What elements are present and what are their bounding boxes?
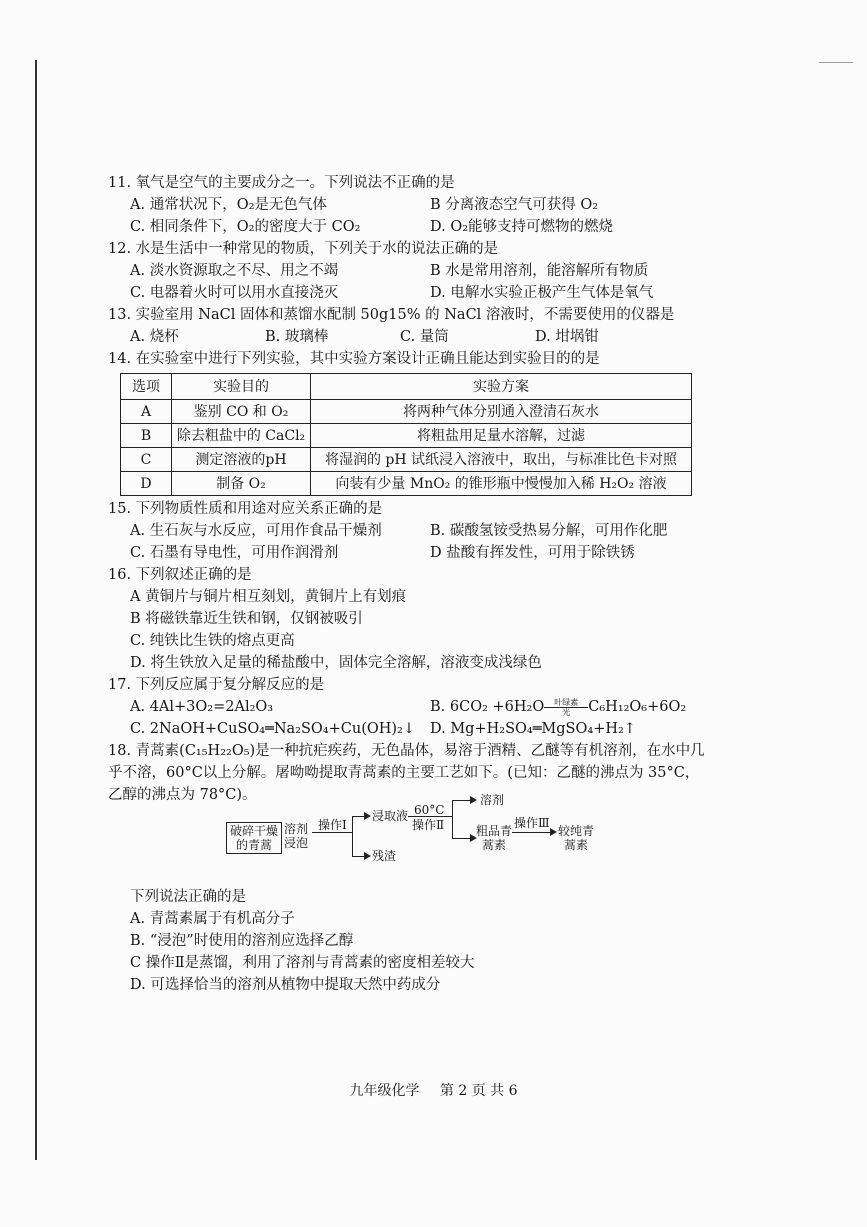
option-c: C. 石墨有导电性，可用作润滑剂 bbox=[130, 545, 339, 561]
table-row bbox=[121, 400, 692, 424]
option-d: D. Mg+H₂SO₄═MgSO₄+H₂↑ bbox=[430, 721, 636, 737]
page-number: 第 2 页 共 6 bbox=[439, 1083, 518, 1099]
table-cell: C bbox=[121, 448, 172, 472]
table-cell: 将湿润的 pH 试纸浸入溶液中，取出，与标准比色卡对照 bbox=[311, 448, 692, 472]
arrow-head-icon bbox=[550, 828, 557, 836]
scan-edge-line bbox=[35, 60, 37, 1160]
option-c: C. 量筒 bbox=[400, 329, 449, 345]
option-c: C. 纯铁比生铁的熔点更高 bbox=[130, 633, 295, 649]
table-row bbox=[121, 424, 692, 448]
raw-material-box: 破碎干燥的青蒿 bbox=[226, 822, 282, 854]
option-a: A. 青蒿素属于有机高分子 bbox=[130, 911, 295, 927]
question-12 bbox=[108, 238, 708, 304]
option-b: B. “浸泡”时使用的溶剂应选择乙醇 bbox=[130, 933, 354, 949]
option-c: C. 2NaOH+CuSO₄═Na₂SO₄+Cu(OH)₂↓ bbox=[130, 721, 416, 737]
pure-product-label: 较纯青蒿素 bbox=[558, 824, 595, 852]
option-d: D. 将生铁放入足量的稀盐酸中，固体完全溶解，溶液变成浅绿色 bbox=[130, 655, 542, 671]
arrow-head-icon bbox=[364, 852, 371, 860]
subject-label: 九年级化学 bbox=[349, 1083, 420, 1099]
flow-branch-line bbox=[352, 816, 353, 856]
exam-page bbox=[108, 172, 708, 996]
condition-bottom: 光 bbox=[562, 707, 571, 717]
option-d: D. O₂能够支持可燃物的燃烧 bbox=[430, 219, 614, 235]
table-header: 选项 bbox=[121, 374, 172, 400]
condition-top: 叶绿素 bbox=[554, 697, 579, 707]
crude-product-label: 粗品青蒿素 bbox=[476, 824, 513, 852]
question-stem: 11. 氧气是空气的主要成分之一。下列说法不正确的是 bbox=[108, 175, 455, 191]
option-d: D. 电解水实验正极产生气体是氧气 bbox=[430, 285, 654, 301]
extract-label: 浸取液 bbox=[372, 809, 409, 823]
option-a: A. 4Al+3O₂=2Al₂O₃ bbox=[130, 699, 274, 715]
temperature-label: 60°C bbox=[414, 803, 445, 817]
operation-1-label: 操作I bbox=[318, 818, 347, 832]
residue-label: 残渣 bbox=[372, 849, 397, 863]
arrow-head-icon bbox=[470, 796, 477, 804]
table-cell: 鉴别 CO 和 O₂ bbox=[172, 400, 311, 424]
flow-line bbox=[312, 832, 352, 833]
option-a: A 黄铜片与铜片相互刻划，黄铜片上有划痕 bbox=[130, 589, 407, 605]
option-c: C. 相同条件下，O₂的密度大于 CO₂ bbox=[130, 219, 361, 235]
experiment-table bbox=[120, 373, 692, 496]
question-14 bbox=[108, 348, 708, 496]
table-cell: 测定溶液的pH bbox=[172, 448, 311, 472]
option-c: C 操作Ⅱ是蒸馏，利用了溶剂与青蒿素的密度相差较大 bbox=[130, 955, 475, 971]
operation-2-label: 操作Ⅱ bbox=[412, 818, 445, 832]
option-b: B 水是常用溶剂，能溶解所有物质 bbox=[430, 263, 649, 279]
operation-3-label: 操作Ⅲ bbox=[514, 816, 550, 830]
option-b: B. 玻璃棒 bbox=[265, 329, 329, 345]
option-a: A. 生石灰与水反应，可用作食品干燥剂 bbox=[130, 523, 382, 539]
reaction-condition bbox=[544, 698, 588, 717]
option-d: D. 可选择恰当的溶剂从植物中提取天然中药成分 bbox=[130, 977, 441, 993]
question-13 bbox=[108, 304, 708, 348]
flow-line bbox=[452, 800, 472, 801]
question-stem: 16. 下列叙述正确的是 bbox=[108, 567, 252, 583]
table-cell: D bbox=[121, 472, 172, 496]
table-row bbox=[121, 448, 692, 472]
table-row bbox=[121, 472, 692, 496]
table-cell: 制备 O₂ bbox=[172, 472, 311, 496]
solvent-soak-label: 溶剂浸泡 bbox=[284, 822, 309, 850]
table-header-row bbox=[121, 374, 692, 400]
table-cell: 将两种气体分别通入澄清石灰水 bbox=[311, 400, 692, 424]
option-c: C. 电器着火时可以用水直接浇灭 bbox=[130, 285, 339, 301]
flow-branch-line bbox=[452, 800, 453, 838]
table-cell: A bbox=[121, 400, 172, 424]
table-cell: 向装有少量 MnO₂ 的锥形瓶中慢慢加入稀 H₂O₂ 溶液 bbox=[311, 472, 692, 496]
option-b: B 分离液态空气可获得 O₂ bbox=[430, 197, 599, 213]
option-a: A. 通常状况下，O₂是无色气体 bbox=[130, 197, 327, 213]
question-stem: 18. 青蒿素(C₁₅H₂₂O₅)是一种抗疟疾药，无色晶体，易溶于酒精、乙醚等有机溶剂，在水中几乎不溶，60°C以上分解。屠呦呦提取青蒿素的主要工艺如下。(已知：乙醚的沸点为 35°C，乙醇的沸点为 78°C)。 bbox=[108, 743, 705, 803]
table-header: 实验目的 bbox=[172, 374, 311, 400]
question-stem: 17. 下列反应属于复分解反应的是 bbox=[108, 677, 325, 693]
option-a: A. 烧杯 bbox=[130, 329, 179, 345]
table-cell: B bbox=[121, 424, 172, 448]
flow-line bbox=[452, 838, 472, 839]
flow-line bbox=[512, 832, 552, 833]
recovered-solvent-label: 溶剂 bbox=[480, 793, 505, 807]
option-d: D. 坩埚钳 bbox=[535, 329, 599, 345]
table-cell: 除去粗盐中的 CaCl₂ bbox=[172, 424, 311, 448]
table-cell: 将粗盐用足量水溶解，过滤 bbox=[311, 424, 692, 448]
question-11 bbox=[108, 172, 708, 238]
question-stem: 13. 实验室用 NaCl 固体和蒸馏水配制 50g15% 的 NaCl 溶液时，不需要使用的仪器是 bbox=[108, 307, 675, 323]
option-b: B. 碳酸氢铵受热易分解，可用作化肥 bbox=[430, 523, 668, 539]
table-header: 实验方案 bbox=[311, 374, 692, 400]
question-17 bbox=[108, 674, 708, 740]
question-15 bbox=[108, 498, 708, 564]
option-d: D 盐酸有挥发性，可用于除铁锈 bbox=[430, 545, 635, 561]
question-stem: 15. 下列物质性质和用途对应关系正确的是 bbox=[108, 501, 383, 517]
option-a: A. 淡水资源取之不尽、用之不竭 bbox=[130, 263, 339, 279]
question-stem: 12. 水是生活中一种常见的物质，下列关于水的说法正确的是 bbox=[108, 241, 499, 257]
arrow-head-icon bbox=[364, 812, 371, 820]
page-footer bbox=[0, 1080, 867, 1100]
question-18 bbox=[108, 740, 708, 996]
option-b: B 将磁铁靠近生铁和钢，仅钢被吸引 bbox=[130, 611, 363, 627]
equation-left: B. 6CO₂ +6H₂O bbox=[430, 699, 545, 715]
process-flowchart bbox=[108, 793, 708, 876]
question-16 bbox=[108, 564, 708, 674]
question-stem: 14. 在实验室中进行下列实验，其中实验方案设计正确且能达到实验目的的是 bbox=[108, 351, 600, 367]
sub-stem: 下列说法正确的是 bbox=[130, 889, 246, 905]
option-b bbox=[430, 696, 730, 718]
equation-right: C₆H₁₂O₆+6O₂ bbox=[588, 699, 687, 715]
scan-mark bbox=[819, 62, 853, 63]
